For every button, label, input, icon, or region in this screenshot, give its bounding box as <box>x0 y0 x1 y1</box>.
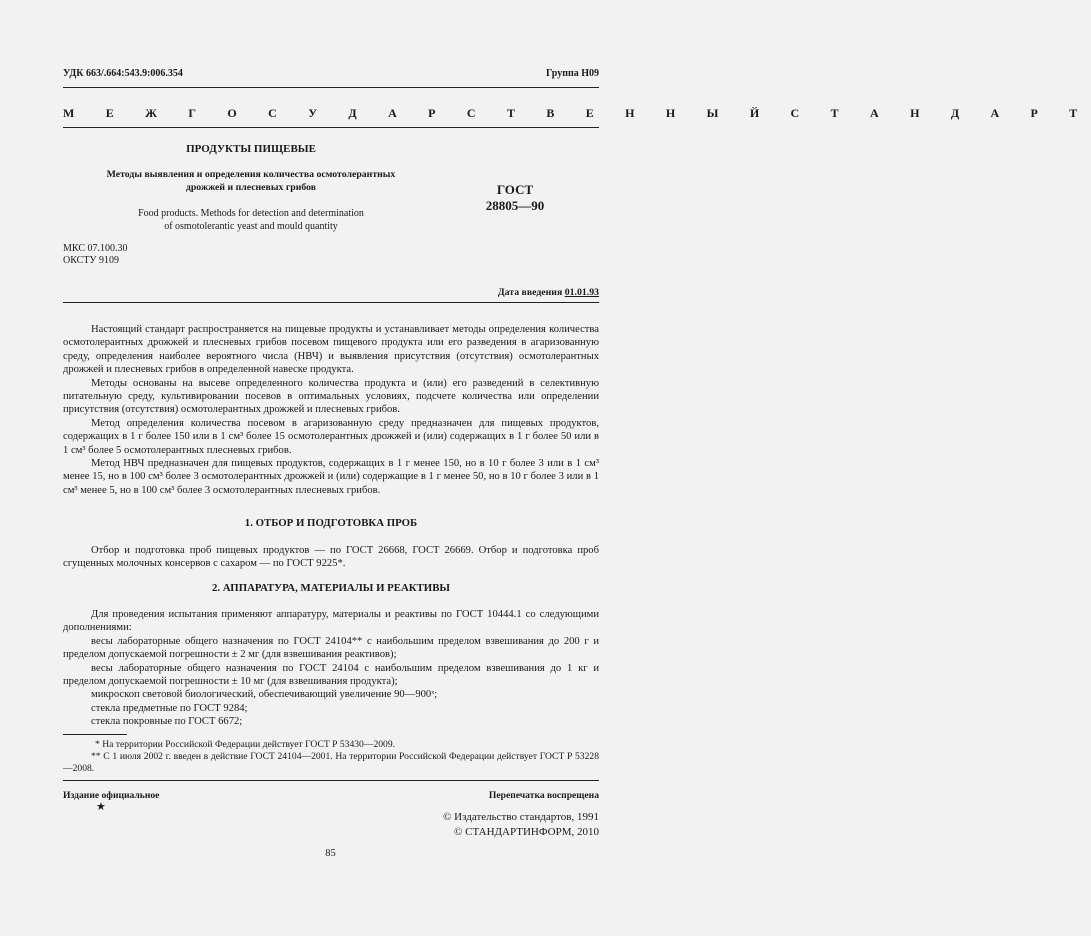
okstu-code: ОКСТУ 9109 <box>63 255 120 266</box>
section-1-heading: 1. ОТБОР И ПОДГОТОВКА ПРОБ <box>244 517 418 529</box>
section-2-paragraph-2: весы лабораторные общего назначения по ГОСТ 24104** с наибольшим пределом взвешивания до 200 г и пределом допускаемой погрешности ± 2 мг (для взвешивания реактивов); <box>63 635 599 661</box>
section-2-text <box>63 608 599 729</box>
footer-rule <box>63 780 599 781</box>
section-2-heading: 2. АППАРАТУРА, МАТЕРИАЛЫ И РЕАКТИВЫ <box>211 582 450 594</box>
gost-label: ГОСТ <box>496 182 534 197</box>
star-icon: ★ <box>96 801 106 813</box>
page-number: 85 <box>325 848 336 859</box>
standard-subtitle-line2: дрожжей и плесневых грибов <box>185 182 317 193</box>
gost-number: 28805—90 <box>485 198 545 213</box>
english-title-line2: of osmotolerantic yeast and mould quantity <box>164 221 338 232</box>
section-2-paragraph-1: Для проведения испытания применяют аппаратуру, материалы и реактивы по ГОСТ 10444.1 со следующими дополнениями: <box>63 609 599 634</box>
group-code: Группа Н09 <box>546 68 599 79</box>
introduction-date-value: 01.01.93 <box>564 287 599 298</box>
standard-title: ПРОДУКТЫ ПИЩЕВЫЕ <box>186 143 316 155</box>
reprint-prohibited: Перепечатка воспрещена <box>488 790 599 801</box>
section-1-paragraph: Отбор и подготовка проб пищевых продуктов — по ГОСТ 26668, ГОСТ 26669. Отбор и подготовка проб сгущенных молочных консервов с сахаром — по ГОСТ 9225*. <box>63 545 599 570</box>
header-rule <box>63 87 599 88</box>
english-title-line1: Food products. Methods for detection and determination <box>138 208 364 219</box>
section-2-paragraph-5: стекла предметные по ГОСТ 9284; <box>91 702 248 714</box>
section-1-text <box>63 544 599 571</box>
section-2-paragraph-6: стекла покровные по ГОСТ 6672; <box>91 716 243 728</box>
interstate-standard-banner: М Е Ж Г О С У Д А Р С Т В Е Н Н Ы Й С Т А Н Д А Р Т <box>63 106 1091 120</box>
banner-rule <box>63 127 599 128</box>
introduction-date <box>498 287 599 299</box>
introduction-date-label: Дата введения <box>497 287 565 298</box>
udk-code: УДК 663/.664:543.9:006.354 <box>63 68 183 79</box>
footnote-1: * На территории Российской Федерации действует ГОСТ Р 53430—2009. <box>95 739 396 750</box>
standard-subtitle-line1: Методы выявления и определения количества осмотолерантных <box>106 169 396 180</box>
copyright-publisher: © Издательство стандартов, 1991 <box>443 811 599 823</box>
official-edition: Издание официальное <box>63 790 160 801</box>
intro-text <box>63 323 599 497</box>
mks-code: МКС 07.100.30 <box>63 243 128 254</box>
section-2-paragraph-4: микроскоп световой биологический, обеспечивающий увеличение 90—900ˣ; <box>91 689 438 701</box>
intro-paragraph-3: Метод определения количества посевом в агаризованную среду предназначен для пищевых продуктов, содержащих в 1 г более 150 или в 1 см³ более 15 осмотолерантных дрожжей и (или) содержащих в 1 г более 50 или в 1 см³ более 5 осмотолерантных плесневых грибов. <box>63 417 599 456</box>
section-2-paragraph-3: весы лабораторные общего назначения по ГОСТ 24104 с наибольшим пределом взвешивания до 1 кг и пределом допускаемой погрешности ± 10 мг (для взвешивания продукта); <box>63 662 599 688</box>
date-rule <box>63 302 599 303</box>
copyright-standartinform: © СТАНДАРТИНФОРМ, 2010 <box>454 826 599 838</box>
footnote-2: ** С 1 июля 2002 г. введен в действие ГОСТ 24104—2001. На территории Российской Федерации действует ГОСТ Р 53228—2008. <box>63 751 599 774</box>
intro-paragraph-4: Метод НВЧ предназначен для пищевых продуктов, содержащих в 1 г менее 150, но в 10 г более 3 или в 1 см³ менее 15, но в 100 см³ более 3 осмотолерантных дрожжей и (или) содержащие в 1 г менее 50, но в 10 г более 3 или в 1 см³ менее 5, но в 100 см³ более 3 осмотолерантных плесневых грибов. <box>63 458 599 496</box>
footnote-rule <box>63 734 127 735</box>
intro-paragraph-2: Методы основаны на высеве определенного количества продукта и (или) его разведений в селективную питательную среду, культивировании посевов в оптимальных условиях, подсчете количества или определении присутствия (отсутствия) осмотолерантных дрожжей и плесневых грибов. <box>63 377 599 416</box>
intro-paragraph-1: Настоящий стандарт распространяется на пищевые продукты и устанавливает методы определения количества осмотолерантных дрожжей и плесневых грибов посевом пищевого продукта или его разведения в агаризованную среду, определения наиболее вероятного числа (НВЧ) и выявления присутствия (отсутствия) осмотолерантных дрожжей и плесневых грибов в определенной навеске продукта. <box>63 324 599 376</box>
footnotes <box>63 739 599 775</box>
